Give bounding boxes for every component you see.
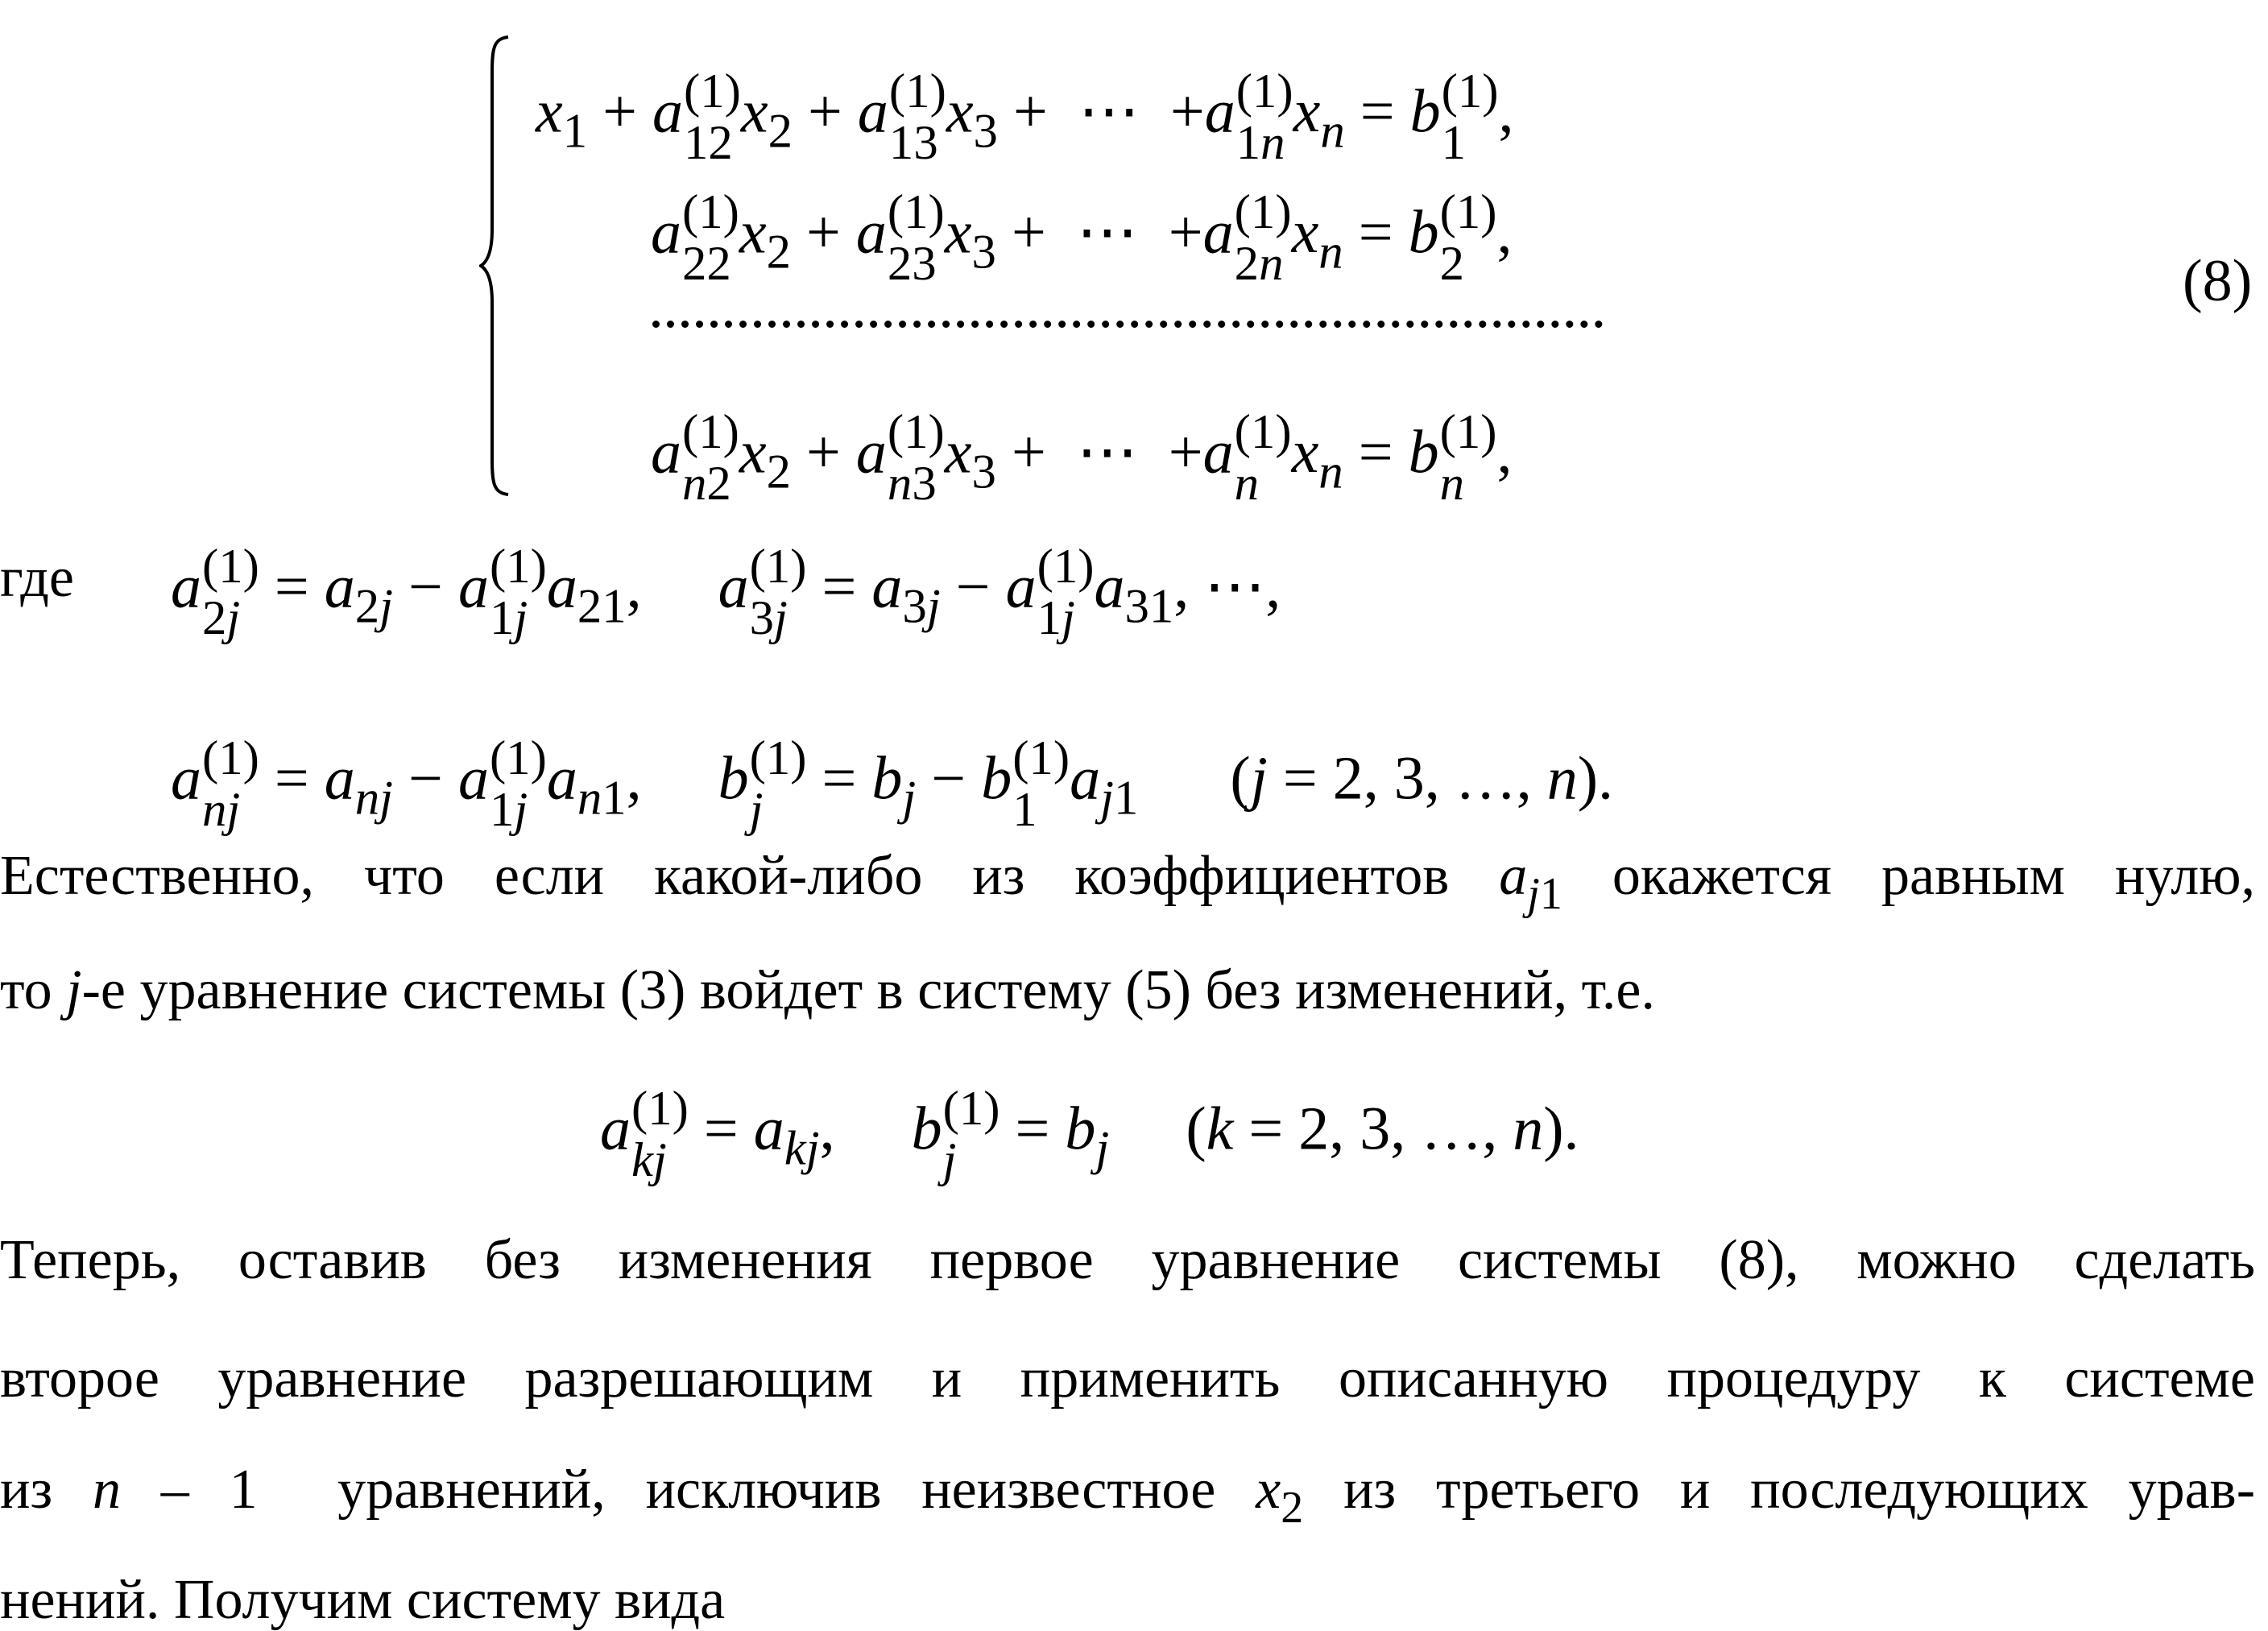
system-row-1: $x_1 + a$ (1) 12 $x_2 + a$ (1) 13 $x_3$ + ⋯ +a (1) 1n $x_n = b$ (1) 1 , bbox=[536, 64, 1514, 170]
paragraph-2-line-4: нений. Получим систему вида bbox=[0, 1569, 726, 1631]
where-label: где bbox=[0, 547, 74, 609]
where-formula-2: a (1) nj = $a_{nj} - a$ (1) 1j $a_{n1}$, b (1) j = $b_j - b$ (1) 1 $a_{j1}$ (j = 2, 3, …, n). bbox=[171, 731, 1614, 837]
system-brace bbox=[479, 32, 511, 499]
paragraph-2-line-1: Теперь, оставив без изменения первое уравнение системы (8), можно сделать bbox=[0, 1229, 2255, 1291]
paragraph-2-line-3: из n – 1 уравнений, исключив неизвестное $x_2$ из третьего и последующих урав- bbox=[0, 1459, 2256, 1533]
system-row-n: a (1) n2 $x_2 + a$ (1) n3 $x_3$ + ⋯ +a (1) n $x_n = b$ (1) n , bbox=[651, 405, 1513, 511]
where-formula-1: a (1) 2j = $a_{2j} - a$ (1) 1j $a_{21}$, a (1) 3j = $a_{3j} - a$ (1) 1j $a_{31}$, ⋯, bbox=[171, 540, 1281, 645]
equation-number: (8) bbox=[2183, 248, 2253, 314]
system-row-2: a (1) 22 $x_2 + a$ (1) 23 $x_3$ + ⋯ +a (1) 2n $x_n = b$ (1) 2 , bbox=[651, 185, 1513, 291]
paragraph-1-line-1: Естественно, что если какой-либо из коэффициентов $a_{j1}$ окажется равным нулю, bbox=[0, 845, 2256, 919]
system-dots-separator bbox=[652, 321, 1603, 328]
paragraph-2-line-2: второе уравнение разрешающим и применить описанную процедуру к системе bbox=[0, 1347, 2255, 1410]
center-formula: a (1) kj = $a_{kj}$, b (1) j = $b_j$ (k = 2, 3, …, n). bbox=[600, 1082, 1579, 1187]
paragraph-1-line-2: то j-е уравнение системы (3) войдет в систему (5) без изменений, т.е. bbox=[0, 959, 1655, 1021]
